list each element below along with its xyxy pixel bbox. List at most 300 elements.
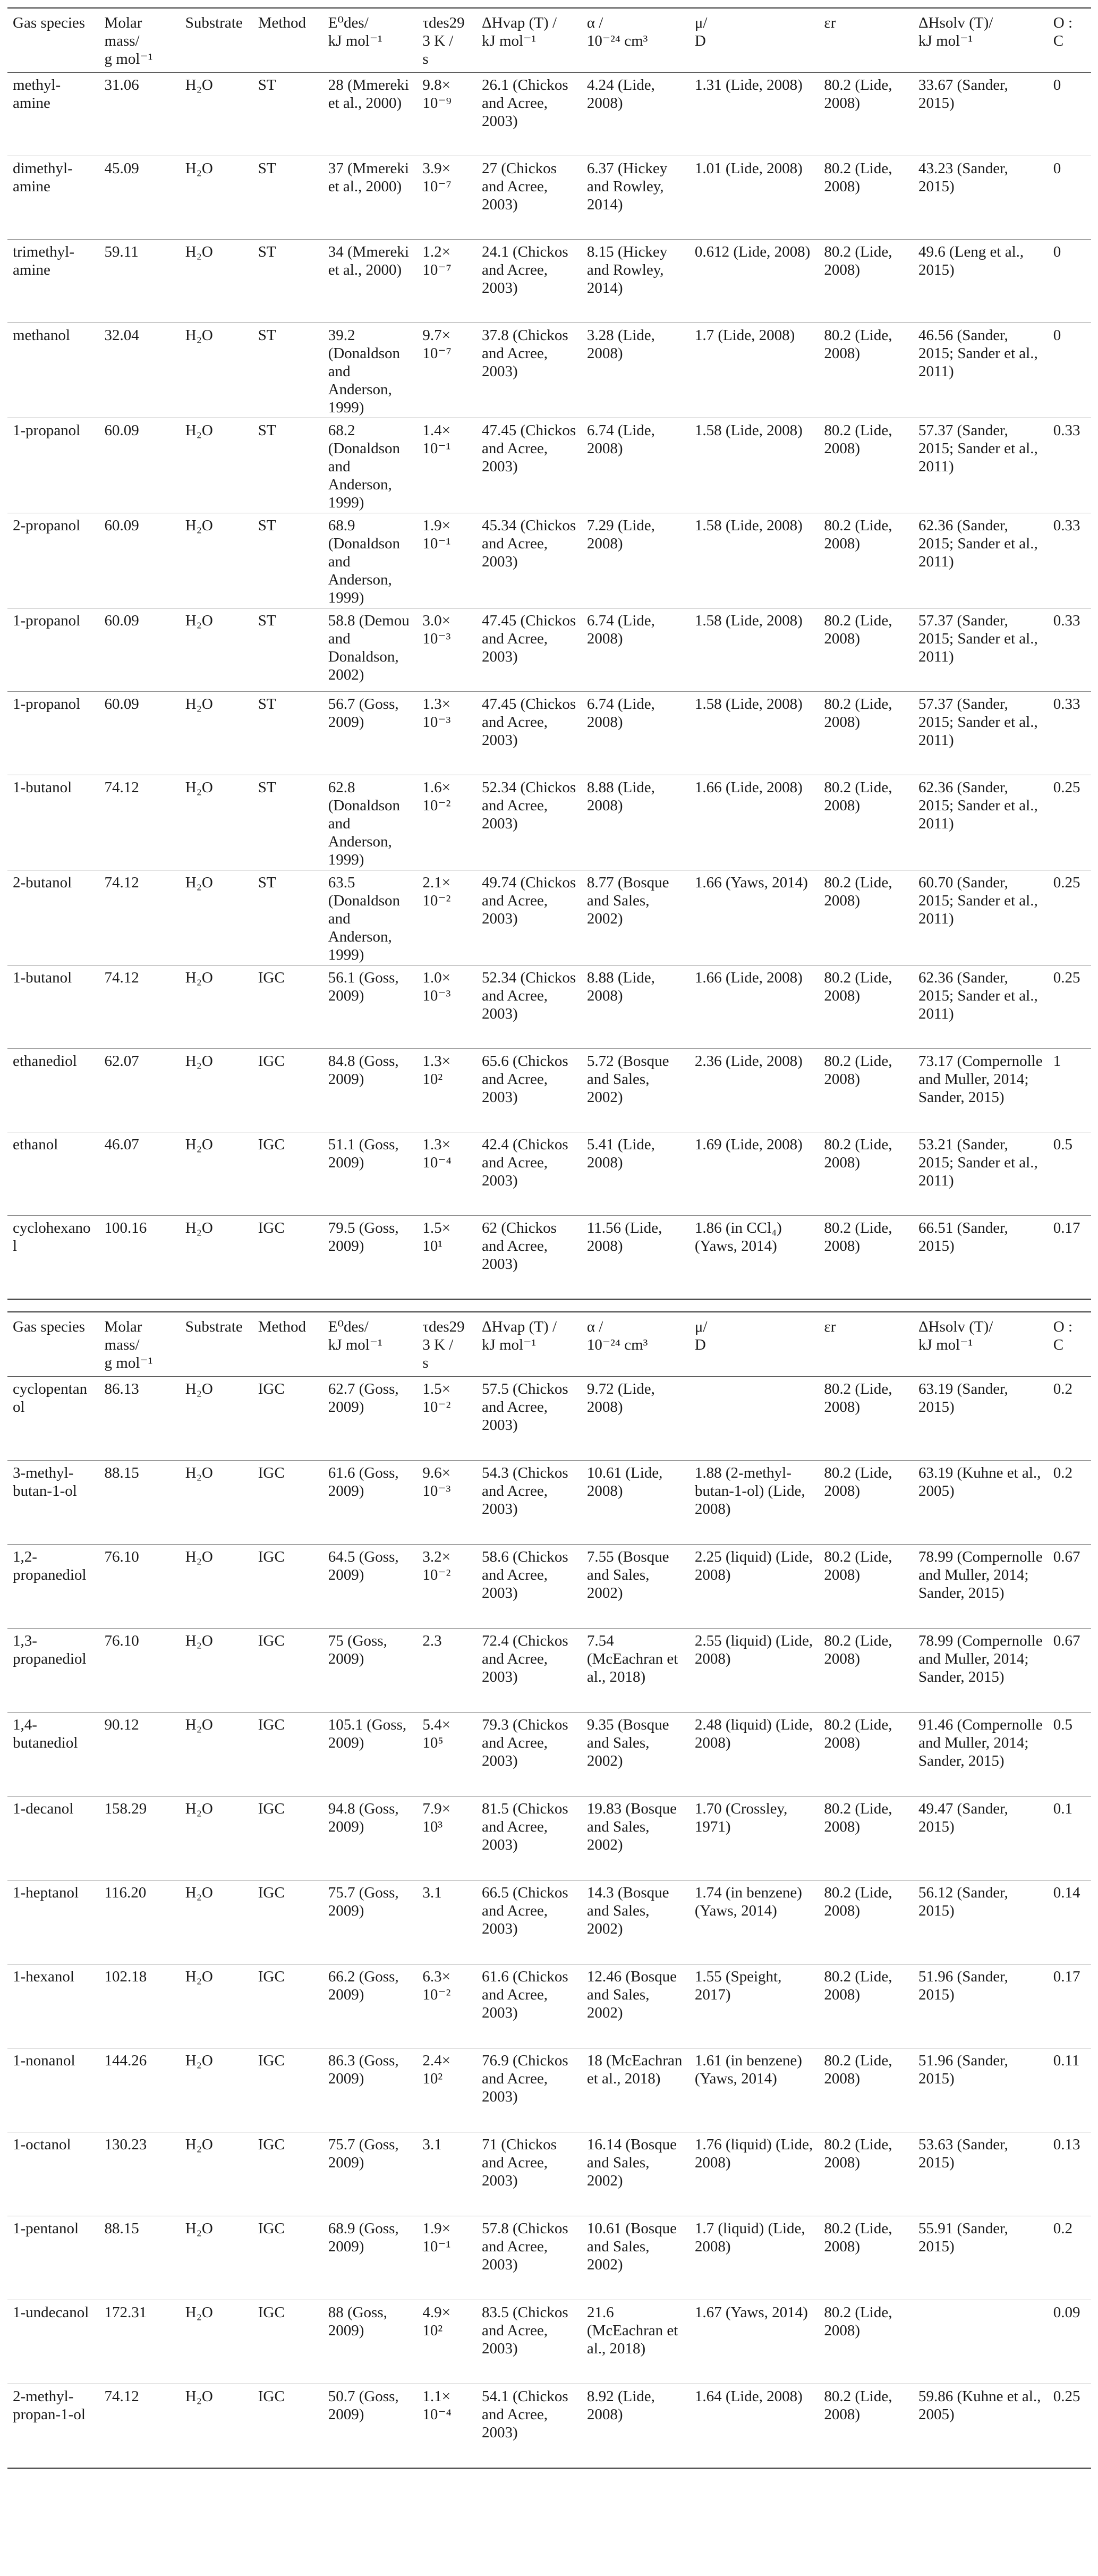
cell-molar-mass: 31.06 <box>104 77 139 94</box>
cell-method: ST <box>258 874 276 891</box>
header-solvation-enthalpy: ΔHsolv (T)/ kJ mol⁻¹ <box>918 14 993 49</box>
cell-gas-species: 1-hexanol <box>13 1968 74 1985</box>
cell-dipole-moment <box>690 1377 819 1461</box>
cell-desorption-energy: 66.2 (Goss, 2009) <box>328 1968 399 2003</box>
cell-method: IGC <box>258 1884 285 1901</box>
cell-solvation-enthalpy: 46.56 (Sander, 2015; Sander et al., 2011) <box>918 327 1038 380</box>
cell-molar-mass: 144.26 <box>104 2052 147 2069</box>
cell-solvation-enthalpy: 33.67 (Sander, 2015) <box>918 77 1008 112</box>
cell-dielectric-constant: 80.2 (Lide, 2008) <box>824 160 892 195</box>
header-dipole-moment: μ/ D <box>694 14 708 49</box>
cell-desorption-energy: 56.1 (Goss, 2009) <box>328 969 399 1004</box>
table-row <box>7 965 1091 1049</box>
cell-solvation-enthalpy: 78.99 (Compernolle and Muller, 2014; Sander, 2015) <box>918 1548 1043 1601</box>
header-dipole-moment: μ/ D <box>694 1318 708 1353</box>
cell-molar-mass: 74.12 <box>104 779 139 796</box>
cell-desorption-lifetime: 2.1× 10⁻² <box>422 874 451 909</box>
cell-vaporization-enthalpy: 52.34 (Chickos and Acree, 2003) <box>481 969 576 1022</box>
cell-polarizability: 6.37 (Hickey and Rowley, 2014) <box>586 160 668 213</box>
cell-gas-species: methyl-amine <box>13 77 61 112</box>
cell-vaporization-enthalpy: 37.8 (Chickos and Acree, 2003) <box>481 327 568 380</box>
cell-oxygen-carbon-ratio: 0 <box>1053 327 1061 344</box>
cell-method: ST <box>258 422 276 439</box>
cell-oxygen-carbon-ratio: 0.11 <box>1053 2052 1080 2069</box>
cell-dipole-moment: 1.31 (Lide, 2008) <box>694 77 803 94</box>
cell-solvation-enthalpy: 62.36 (Sander, 2015; Sander et al., 2011) <box>918 779 1038 832</box>
cell-vaporization-enthalpy: 54.3 (Chickos and Acree, 2003) <box>481 1464 568 1518</box>
cell-vaporization-enthalpy: 45.34 (Chickos and Acree, 2003) <box>481 517 576 570</box>
cell-polarizability: 16.14 (Bosque and Sales, 2002) <box>586 2136 677 2189</box>
cell-vaporization-enthalpy: 54.1 (Chickos and Acree, 2003) <box>481 2388 568 2441</box>
header-desorption-lifetime: τdes293 K / s <box>422 14 465 67</box>
cell-method: IGC <box>258 1716 285 1733</box>
cell-vaporization-enthalpy: 47.45 (Chickos and Acree, 2003) <box>481 612 576 665</box>
header-desorption-energy: E⁰des/ kJ mol⁻¹ <box>328 14 382 49</box>
cell-polarizability: 5.41 (Lide, 2008) <box>586 1136 655 1171</box>
cell-polarizability: 7.55 (Bosque and Sales, 2002) <box>586 1548 669 1601</box>
cell-dipole-moment: 1.58 (Lide, 2008) <box>694 696 803 713</box>
cell-desorption-lifetime: 3.0× 10⁻³ <box>422 612 451 647</box>
cell-vaporization-enthalpy: 79.3 (Chickos and Acree, 2003) <box>481 1716 568 1769</box>
cell-gas-species: 1-decanol <box>13 1800 74 1817</box>
cell-oxygen-carbon-ratio: 0.5 <box>1053 1716 1073 1733</box>
cell-vaporization-enthalpy: 47.45 (Chickos and Acree, 2003) <box>481 696 576 749</box>
cell-solvation-enthalpy: 91.46 (Compernolle and Muller, 2014; Sander, 2015) <box>918 1716 1043 1769</box>
cell-oxygen-carbon-ratio: 0.1 <box>1053 1800 1073 1817</box>
cell-oxygen-carbon-ratio: 0 <box>1053 77 1061 94</box>
cell-dipole-moment: 1.69 (Lide, 2008) <box>694 1136 803 1153</box>
cell-gas-species: 1-butanol <box>13 779 72 796</box>
cell-gas-species: 1-propanol <box>13 696 81 713</box>
cell-gas-species: 2-methyl-propan-1-ol <box>13 2388 86 2423</box>
cell-polarizability: 14.3 (Bosque and Sales, 2002) <box>586 1884 669 1937</box>
cell-oxygen-carbon-ratio: 0.13 <box>1053 2136 1080 2153</box>
cell-desorption-energy: 75.7 (Goss, 2009) <box>328 2136 399 2171</box>
cell-desorption-lifetime: 1.3× 10⁻⁴ <box>422 1136 452 1171</box>
cell-dielectric-constant: 80.2 (Lide, 2008) <box>824 2220 892 2255</box>
cell-oxygen-carbon-ratio: 0.25 <box>1053 779 1080 796</box>
cell-desorption-lifetime: 9.8× 10⁻⁹ <box>422 77 452 112</box>
cell-dipole-moment: 1.7 (liquid) (Lide, 2008) <box>694 2220 805 2255</box>
cell-solvation-enthalpy: 62.36 (Sander, 2015; Sander et al., 2011) <box>918 517 1038 570</box>
cell-desorption-lifetime: 3.2× 10⁻² <box>422 1548 451 1583</box>
header-vaporization-enthalpy: ΔHvap (T) / kJ mol⁻¹ <box>481 1318 557 1353</box>
cell-molar-mass: 102.18 <box>104 1968 147 1985</box>
cell-dipole-moment: 2.55 (liquid) (Lide, 2008) <box>694 1632 813 1667</box>
cell-desorption-energy: 28 (Mmereki et al., 2000) <box>328 77 409 112</box>
cell-molar-mass: 86.13 <box>104 1380 139 1397</box>
cell-dipole-moment: 2.48 (liquid) (Lide, 2008) <box>694 1716 813 1751</box>
cell-dipole-moment: 2.25 (liquid) (Lide, 2008) <box>694 1548 813 1583</box>
table-row <box>7 156 1091 240</box>
cell-substrate: H₂O <box>185 1968 213 1985</box>
cell-dipole-moment: 1.76 (liquid) (Lide, 2008) <box>694 2136 813 2171</box>
cell-desorption-lifetime: 2.3 <box>422 1632 442 1649</box>
cell-solvation-enthalpy: 57.37 (Sander, 2015; Sander et al., 2011) <box>918 422 1038 475</box>
cell-substrate: H₂O <box>185 517 213 534</box>
table-row <box>7 2300 1091 2384</box>
cell-desorption-energy: 58.8 (Demou and Donaldson, 2002) <box>328 612 410 683</box>
cell-dipole-moment: 1.58 (Lide, 2008) <box>694 422 803 439</box>
cell-desorption-lifetime: 3.1 <box>422 2136 442 2153</box>
header-molar-mass: Molar mass/ g mol⁻¹ <box>104 1318 153 1371</box>
cell-desorption-lifetime: 4.9× 10² <box>422 2304 450 2339</box>
cell-dielectric-constant: 80.2 (Lide, 2008) <box>824 1884 892 1919</box>
desorption-table-part-2 <box>7 1311 1091 2469</box>
cell-substrate: H₂O <box>185 779 213 796</box>
cell-method: IGC <box>258 2136 285 2153</box>
cell-desorption-energy: 68.2 (Donaldson and Anderson, 1999) <box>328 422 401 511</box>
table-row <box>7 418 1091 513</box>
cell-vaporization-enthalpy: 71 (Chickos and Acree, 2003) <box>481 2136 557 2189</box>
cell-method: IGC <box>258 1800 285 1817</box>
cell-polarizability: 4.24 (Lide, 2008) <box>586 77 655 112</box>
cell-desorption-energy: 75.7 (Goss, 2009) <box>328 1884 399 1919</box>
cell-molar-mass: 130.23 <box>104 2136 147 2153</box>
cell-vaporization-enthalpy: 24.1 (Chickos and Acree, 2003) <box>481 243 568 296</box>
cell-dipole-moment: 1.67 (Yaws, 2014) <box>694 2304 808 2321</box>
cell-substrate: H₂O <box>185 243 213 260</box>
cell-polarizability: 6.74 (Lide, 2008) <box>586 422 655 457</box>
cell-method: ST <box>258 160 276 177</box>
cell-desorption-lifetime: 1.9× 10⁻¹ <box>422 2220 451 2255</box>
cell-polarizability: 10.61 (Bosque and Sales, 2002) <box>586 2220 677 2273</box>
cell-substrate: H₂O <box>185 2136 213 2153</box>
cell-method: IGC <box>258 2220 285 2237</box>
cell-substrate: H₂O <box>185 1380 213 1397</box>
header-dielectric-constant: εr <box>824 1318 836 1335</box>
cell-desorption-lifetime: 9.7× 10⁻⁷ <box>422 327 452 362</box>
table-row <box>7 2132 1091 2216</box>
table-row <box>7 73 1091 156</box>
header-desorption-lifetime: τdes293 K / s <box>422 1318 465 1371</box>
cell-gas-species: 1,2-propanediol <box>13 1548 87 1583</box>
cell-method: IGC <box>258 1548 285 1565</box>
cell-substrate: H₂O <box>185 612 213 629</box>
cell-oxygen-carbon-ratio: 0.25 <box>1053 2388 1080 2405</box>
cell-gas-species: dimethyl-amine <box>13 160 73 195</box>
cell-method: IGC <box>258 1464 285 1481</box>
cell-vaporization-enthalpy: 66.5 (Chickos and Acree, 2003) <box>481 1884 568 1937</box>
cell-polarizability: 10.61 (Lide, 2008) <box>586 1464 663 1499</box>
cell-gas-species: trimethyl-amine <box>13 243 74 278</box>
header-gas-species: Gas species <box>13 14 86 31</box>
table-row <box>7 1545 1091 1629</box>
table-row <box>7 1461 1091 1545</box>
header-vaporization-enthalpy: ΔHvap (T) / kJ mol⁻¹ <box>481 14 557 49</box>
cell-dielectric-constant: 80.2 (Lide, 2008) <box>824 243 892 278</box>
cell-substrate: H₂O <box>185 2304 213 2321</box>
cell-desorption-lifetime: 6.3× 10⁻² <box>422 1968 451 2003</box>
cell-desorption-energy: 86.3 (Goss, 2009) <box>328 2052 399 2087</box>
cell-oxygen-carbon-ratio: 0.25 <box>1053 874 1080 891</box>
header-molar-mass: Molar mass/ g mol⁻¹ <box>104 14 153 67</box>
cell-substrate: H₂O <box>185 1632 213 1649</box>
cell-solvation-enthalpy: 59.86 (Kuhne et al., 2005) <box>918 2388 1041 2423</box>
table-row <box>7 323 1091 418</box>
cell-method: ST <box>258 243 276 260</box>
cell-desorption-lifetime: 5.4× 10⁵ <box>422 1716 450 1751</box>
cell-solvation-enthalpy: 51.96 (Sander, 2015) <box>918 1968 1008 2003</box>
cell-desorption-energy: 62.8 (Donaldson and Anderson, 1999) <box>328 779 401 868</box>
cell-substrate: H₂O <box>185 2220 213 2237</box>
table-row <box>7 2384 1091 2468</box>
cell-method: ST <box>258 696 276 713</box>
table-row <box>7 692 1091 775</box>
cell-polarizability: 8.92 (Lide, 2008) <box>586 2388 655 2423</box>
cell-molar-mass: 76.10 <box>104 1548 139 1565</box>
cell-polarizability: 9.35 (Bosque and Sales, 2002) <box>586 1716 669 1769</box>
cell-vaporization-enthalpy: 62 (Chickos and Acree, 2003) <box>481 1219 557 1273</box>
cell-gas-species: 3-methyl-butan-1-ol <box>13 1464 77 1499</box>
cell-dielectric-constant: 80.2 (Lide, 2008) <box>824 874 892 909</box>
header-polarizability: α / 10⁻²⁴ cm³ <box>586 1318 648 1353</box>
cell-polarizability: 8.77 (Bosque and Sales, 2002) <box>586 874 669 927</box>
cell-polarizability: 7.54 (McEachran et al., 2018) <box>586 1632 678 1685</box>
cell-dipole-moment: 1.55 (Speight, 2017) <box>694 1968 782 2003</box>
table-row <box>7 2048 1091 2132</box>
cell-method: ST <box>258 612 276 629</box>
table-row <box>7 1713 1091 1797</box>
cell-molar-mass: 172.31 <box>104 2304 147 2321</box>
cell-method: IGC <box>258 2388 285 2405</box>
cell-gas-species: ethanediol <box>13 1053 77 1070</box>
cell-method: IGC <box>258 969 285 986</box>
cell-solvation-enthalpy: 53.63 (Sander, 2015) <box>918 2136 1008 2171</box>
table-row <box>7 240 1091 323</box>
cell-oxygen-carbon-ratio: 0.33 <box>1053 517 1080 534</box>
cell-polarizability: 6.74 (Lide, 2008) <box>586 696 655 731</box>
cell-desorption-energy: 39.2 (Donaldson and Anderson, 1999) <box>328 327 401 416</box>
cell-gas-species: 1-pentanol <box>13 2220 79 2237</box>
cell-solvation-enthalpy: 49.6 (Leng et al., 2015) <box>918 243 1024 278</box>
cell-desorption-lifetime: 1.9× 10⁻¹ <box>422 517 451 552</box>
cell-gas-species: 1-propanol <box>13 422 81 439</box>
cell-desorption-lifetime: 3.9× 10⁻⁷ <box>422 160 452 195</box>
table-row <box>7 608 1091 692</box>
table-row <box>7 870 1091 965</box>
cell-vaporization-enthalpy: 27 (Chickos and Acree, 2003) <box>481 160 557 213</box>
cell-desorption-energy: 50.7 (Goss, 2009) <box>328 2388 399 2423</box>
cell-molar-mass: 60.09 <box>104 517 139 534</box>
cell-dipole-moment: 1.66 (Lide, 2008) <box>694 969 803 986</box>
cell-dielectric-constant: 80.2 (Lide, 2008) <box>824 1548 892 1583</box>
cell-dipole-moment: 1.74 (in benzene) (Yaws, 2014) <box>694 1884 802 1919</box>
cell-gas-species: 1-undecanol <box>13 2304 89 2321</box>
cell-solvation-enthalpy: 73.17 (Compernolle and Muller, 2014; Sander, 2015) <box>918 1053 1043 1106</box>
cell-polarizability: 6.74 (Lide, 2008) <box>586 612 655 647</box>
cell-desorption-lifetime: 1.0× 10⁻³ <box>422 969 451 1004</box>
table-header-row <box>7 8 1091 73</box>
table-row <box>7 513 1091 608</box>
cell-substrate: H₂O <box>185 1219 213 1236</box>
table-row <box>7 1880 1091 1964</box>
cell-gas-species: 1-nonanol <box>13 2052 75 2069</box>
cell-vaporization-enthalpy: 61.6 (Chickos and Acree, 2003) <box>481 1968 568 2021</box>
cell-oxygen-carbon-ratio: 0.17 <box>1053 1219 1080 1236</box>
header-dielectric-constant: εr <box>824 14 836 31</box>
cell-gas-species: 2-propanol <box>13 517 81 534</box>
cell-dielectric-constant: 80.2 (Lide, 2008) <box>824 969 892 1004</box>
cell-oxygen-carbon-ratio: 0.14 <box>1053 1884 1080 1901</box>
cell-molar-mass: 158.29 <box>104 1800 147 1817</box>
cell-vaporization-enthalpy: 47.45 (Chickos and Acree, 2003) <box>481 422 576 475</box>
cell-desorption-energy: 79.5 (Goss, 2009) <box>328 1219 399 1255</box>
cell-solvation-enthalpy: 62.36 (Sander, 2015; Sander et al., 2011) <box>918 969 1038 1022</box>
cell-molar-mass: 74.12 <box>104 874 139 891</box>
cell-dipole-moment: 1.58 (Lide, 2008) <box>694 517 803 534</box>
cell-desorption-lifetime: 1.2× 10⁻⁷ <box>422 243 452 278</box>
cell-dipole-moment: 1.7 (Lide, 2008) <box>694 327 795 344</box>
cell-solvation-enthalpy: 78.99 (Compernolle and Muller, 2014; Sander, 2015) <box>918 1632 1043 1685</box>
cell-molar-mass: 88.15 <box>104 2220 139 2237</box>
cell-method: IGC <box>258 1219 285 1236</box>
header-desorption-energy: E⁰des/ kJ mol⁻¹ <box>328 1318 382 1353</box>
cell-method: IGC <box>258 1632 285 1649</box>
cell-dipole-moment: 0.612 (Lide, 2008) <box>694 243 811 260</box>
cell-substrate: H₂O <box>185 874 213 891</box>
cell-desorption-energy: 75 (Goss, 2009) <box>328 1632 387 1667</box>
cell-desorption-energy: 61.6 (Goss, 2009) <box>328 1464 399 1499</box>
cell-molar-mass: 74.12 <box>104 969 139 986</box>
cell-vaporization-enthalpy: 42.4 (Chickos and Acree, 2003) <box>481 1136 568 1189</box>
cell-oxygen-carbon-ratio: 0.25 <box>1053 969 1080 986</box>
cell-oxygen-carbon-ratio: 0.33 <box>1053 612 1080 629</box>
cell-desorption-energy: 56.7 (Goss, 2009) <box>328 696 399 731</box>
cell-dielectric-constant: 80.2 (Lide, 2008) <box>824 779 892 814</box>
cell-vaporization-enthalpy: 81.5 (Chickos and Acree, 2003) <box>481 1800 568 1853</box>
cell-vaporization-enthalpy: 26.1 (Chickos and Acree, 2003) <box>481 77 568 130</box>
cell-polarizability: 9.72 (Lide, 2008) <box>586 1380 655 1416</box>
cell-gas-species: 1,3-propanediol <box>13 1632 87 1667</box>
cell-vaporization-enthalpy: 49.74 (Chickos and Acree, 2003) <box>481 874 576 927</box>
cell-dielectric-constant: 80.2 (Lide, 2008) <box>824 517 892 552</box>
cell-desorption-lifetime: 1.1× 10⁻⁴ <box>422 2388 452 2423</box>
cell-dipole-moment: 1.66 (Yaws, 2014) <box>694 874 808 891</box>
cell-substrate: H₂O <box>185 2052 213 2069</box>
cell-molar-mass: 76.10 <box>104 1632 139 1649</box>
cell-dielectric-constant: 80.2 (Lide, 2008) <box>824 612 892 647</box>
cell-desorption-lifetime: 1.5× 10¹ <box>422 1219 450 1255</box>
cell-dielectric-constant: 80.2 (Lide, 2008) <box>824 1968 892 2003</box>
cell-dielectric-constant: 80.2 (Lide, 2008) <box>824 1464 892 1499</box>
cell-polarizability: 18 (McEachran et al., 2018) <box>586 2052 683 2087</box>
cell-molar-mass: 88.15 <box>104 1464 139 1481</box>
header-solvation-enthalpy: ΔHsolv (T)/ kJ mol⁻¹ <box>918 1318 993 1353</box>
header-gas-species: Gas species <box>13 1318 86 1335</box>
cell-substrate: H₂O <box>185 1464 213 1481</box>
cell-gas-species: ethanol <box>13 1136 58 1153</box>
cell-dielectric-constant: 80.2 (Lide, 2008) <box>824 2052 892 2087</box>
cell-method: IGC <box>258 1053 285 1070</box>
header-substrate: Substrate <box>185 14 243 31</box>
cell-desorption-energy: 64.5 (Goss, 2009) <box>328 1548 399 1583</box>
cell-polarizability: 5.72 (Bosque and Sales, 2002) <box>586 1053 669 1106</box>
cell-oxygen-carbon-ratio: 0.33 <box>1053 422 1080 439</box>
cell-desorption-energy: 51.1 (Goss, 2009) <box>328 1136 399 1171</box>
header-method: Method <box>258 1318 306 1335</box>
header-oxygen-carbon-ratio: O : C <box>1053 14 1073 49</box>
cell-oxygen-carbon-ratio: 0 <box>1053 243 1061 260</box>
cell-dipole-moment: 2.36 (Lide, 2008) <box>694 1053 803 1070</box>
cell-substrate: H₂O <box>185 160 213 177</box>
cell-vaporization-enthalpy: 57.8 (Chickos and Acree, 2003) <box>481 2220 568 2273</box>
cell-substrate: H₂O <box>185 1136 213 1153</box>
cell-dielectric-constant: 80.2 (Lide, 2008) <box>824 696 892 731</box>
cell-polarizability: 12.46 (Bosque and Sales, 2002) <box>586 1968 677 2021</box>
cell-vaporization-enthalpy: 83.5 (Chickos and Acree, 2003) <box>481 2304 568 2357</box>
cell-solvation-enthalpy: 63.19 (Kuhne et al., 2005) <box>918 1464 1041 1499</box>
cell-molar-mass: 116.20 <box>104 1884 147 1901</box>
header-oxygen-carbon-ratio: O : C <box>1053 1318 1073 1353</box>
cell-dielectric-constant: 80.2 (Lide, 2008) <box>824 1632 892 1667</box>
cell-solvation-enthalpy: 60.70 (Sander, 2015; Sander et al., 2011) <box>918 874 1038 927</box>
cell-oxygen-carbon-ratio: 0.2 <box>1053 2220 1073 2237</box>
cell-oxygen-carbon-ratio: 0.33 <box>1053 696 1080 713</box>
cell-desorption-lifetime: 1.3× 10² <box>422 1053 450 1088</box>
cell-polarizability: 21.6 (McEachran et al., 2018) <box>586 2304 678 2357</box>
cell-gas-species: methanol <box>13 327 70 344</box>
cell-oxygen-carbon-ratio: 0 <box>1053 160 1061 177</box>
cell-dipole-moment: 1.61 (in benzene) (Yaws, 2014) <box>694 2052 802 2087</box>
cell-polarizability: 7.29 (Lide, 2008) <box>586 517 655 552</box>
cell-oxygen-carbon-ratio: 0.67 <box>1053 1548 1080 1565</box>
cell-method: IGC <box>258 1968 285 1985</box>
cell-molar-mass: 90.12 <box>104 1716 139 1733</box>
cell-oxygen-carbon-ratio: 0.67 <box>1053 1632 1080 1649</box>
table-row <box>7 1629 1091 1713</box>
cell-solvation-enthalpy: 66.51 (Sander, 2015) <box>918 1219 1008 1255</box>
table-row <box>7 1049 1091 1132</box>
cell-desorption-energy: 94.8 (Goss, 2009) <box>328 1800 399 1835</box>
cell-dipole-moment: 1.01 (Lide, 2008) <box>694 160 803 177</box>
cell-molar-mass: 60.09 <box>104 612 139 629</box>
table-row <box>7 1377 1091 1461</box>
cell-dielectric-constant: 80.2 (Lide, 2008) <box>824 422 892 457</box>
cell-solvation-enthalpy <box>913 2300 1048 2384</box>
cell-polarizability: 8.88 (Lide, 2008) <box>586 779 655 814</box>
cell-desorption-lifetime: 1.4× 10⁻¹ <box>422 422 451 457</box>
table-row <box>7 1216 1091 1299</box>
cell-desorption-lifetime: 1.3× 10⁻³ <box>422 696 451 731</box>
cell-polarizability: 19.83 (Bosque and Sales, 2002) <box>586 1800 677 1853</box>
cell-dipole-moment: 1.66 (Lide, 2008) <box>694 779 803 796</box>
cell-desorption-energy: 105.1 (Goss, 2009) <box>328 1716 407 1751</box>
cell-molar-mass: 100.16 <box>104 1219 147 1236</box>
cell-dielectric-constant: 80.2 (Lide, 2008) <box>824 1800 892 1835</box>
cell-vaporization-enthalpy: 65.6 (Chickos and Acree, 2003) <box>481 1053 568 1106</box>
cell-dielectric-constant: 80.2 (Lide, 2008) <box>824 1219 892 1255</box>
cell-polarizability: 3.28 (Lide, 2008) <box>586 327 655 362</box>
cell-substrate: H₂O <box>185 1800 213 1817</box>
cell-substrate: H₂O <box>185 1548 213 1565</box>
cell-desorption-lifetime: 3.1 <box>422 1884 442 1901</box>
cell-substrate: H₂O <box>185 327 213 344</box>
cell-vaporization-enthalpy: 76.9 (Chickos and Acree, 2003) <box>481 2052 568 2105</box>
cell-solvation-enthalpy: 55.91 (Sander, 2015) <box>918 2220 1008 2255</box>
cell-dipole-moment: 1.88 (2-methyl-butan-1-ol) (Lide, 2008) <box>694 1464 805 1518</box>
cell-desorption-energy: 62.7 (Goss, 2009) <box>328 1380 399 1416</box>
cell-gas-species: 1-octanol <box>13 2136 71 2153</box>
table-header-row <box>7 1312 1091 1377</box>
cell-method: IGC <box>258 2052 285 2069</box>
cell-molar-mass: 60.09 <box>104 422 139 439</box>
cell-oxygen-carbon-ratio: 0.17 <box>1053 1968 1080 1985</box>
cell-molar-mass: 32.04 <box>104 327 139 344</box>
cell-solvation-enthalpy: 56.12 (Sander, 2015) <box>918 1884 1008 1919</box>
cell-method: IGC <box>258 1380 285 1397</box>
cell-method: ST <box>258 517 276 534</box>
